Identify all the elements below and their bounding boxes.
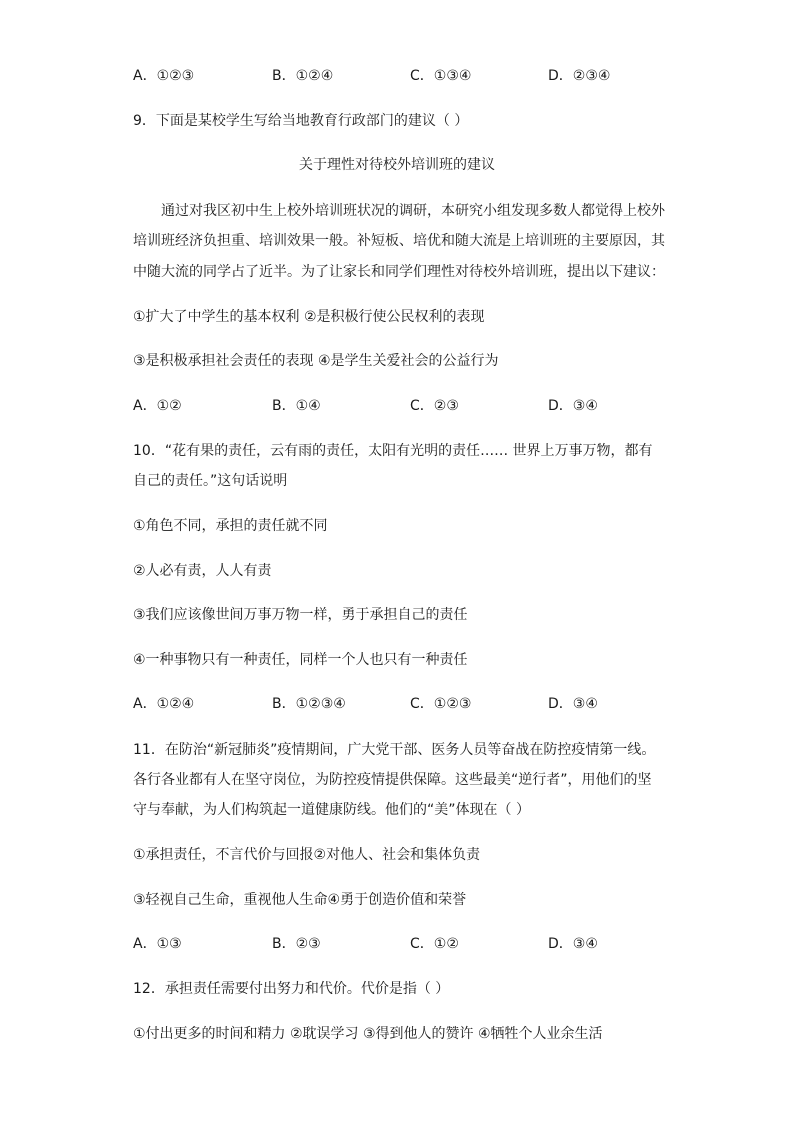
- q9-statement: ③是积极承担社会责任的表现 ④是学生关爱社会的公益行为: [133, 353, 499, 369]
- q11-stem-line: 11．在防治“新冠肺炎”疫情期间，广大党干部、医务人员等奋战在防控疫情第一线。: [133, 742, 656, 758]
- q9-passage-line: 通过对我区初中生上校外培训班状况的调研，本研究小组发现多数人都觉得上校外: [161, 203, 665, 219]
- q9-passage-title: 关于理性对待校外培训班的建议: [299, 157, 495, 173]
- q11-statement: ③轻视自己生命，重视他人生命④勇于创造价值和荣誉: [133, 892, 467, 908]
- q11-statement: ①承担责任，不言代价与回报②对他人、社会和集体负责: [133, 847, 481, 863]
- q10-statement: ④一种事物只有一种责任，同样一个人也只有一种责任: [133, 652, 468, 668]
- q10-statement: ③我们应该像世间万事万物一样，勇于承担自己的责任: [133, 607, 468, 623]
- q10-option-b: B．①②③④: [272, 696, 346, 712]
- q11-option-a: A．①③: [133, 936, 182, 952]
- q11-stem-line: 守与奉献，为人们构筑起一道健康防线。他们的“美”体现在（ ）: [133, 802, 530, 818]
- q9-statement: ①扩大了中学生的基本权利 ②是积极行使公民权利的表现: [133, 309, 485, 325]
- q9-option-b: B．①④: [272, 398, 321, 414]
- q9-options: [133, 396, 653, 416]
- q12-stem: 12．承担责任需要付出努力和代价。代价是指（ ）: [133, 981, 450, 997]
- q10-stem-line: 10．“花有果的责任，云有雨的责任，太阳有光明的责任…… 世界上万事万物，都有: [133, 443, 653, 459]
- q10-option-d: D．③④: [548, 696, 598, 712]
- q12-statement: ①付出更多的时间和精力 ②耽误学习 ③得到他人的赞许 ④牺牲个人业余生活: [133, 1026, 603, 1042]
- q8-option-d: D．②③④: [548, 68, 611, 84]
- q10-statement: ②人必有责，人人有责: [133, 563, 272, 579]
- q11-option-d: D．③④: [548, 936, 598, 952]
- q11-option-b: B．②③: [272, 936, 321, 952]
- q8-option-b: B．①②④: [272, 68, 334, 84]
- q9-passage-line: 培训班经济负担重、培训效果一般。补短板、培优和随大流是上培训班的主要原因，其: [133, 233, 665, 249]
- q9-passage-line: 中随大流的同学占了近半。为了让家长和同学们理性对待校外培训班，提出以下建议：: [133, 264, 665, 280]
- q11-stem-line: 各行各业都有人在坚守岗位，为防控疫情提供保障。这些最美“逆行者”，用他们的坚: [133, 772, 652, 788]
- q10-option-c: C．①②③: [410, 696, 472, 712]
- q11-option-c: C．①②: [410, 936, 459, 952]
- q8-option-c: C．①③④: [410, 68, 472, 84]
- q10-options: [133, 694, 653, 714]
- q11-options: [133, 934, 653, 954]
- q8-options: [133, 66, 653, 86]
- q9-option-a: A．①②: [133, 398, 182, 414]
- q10-stem-line: 自己的责任。”这句话说明: [133, 473, 288, 489]
- q9-option-d: D．③④: [548, 398, 598, 414]
- q10-option-a: A．①②④: [133, 696, 195, 712]
- q9-stem: 9．下面是某校学生写给当地教育行政部门的建议（ ）: [133, 113, 469, 129]
- q10-statement: ①角色不同，承担的责任就不同: [133, 518, 328, 534]
- q8-option-a: A．①②③: [133, 68, 195, 84]
- q9-option-c: C．②③: [410, 398, 459, 414]
